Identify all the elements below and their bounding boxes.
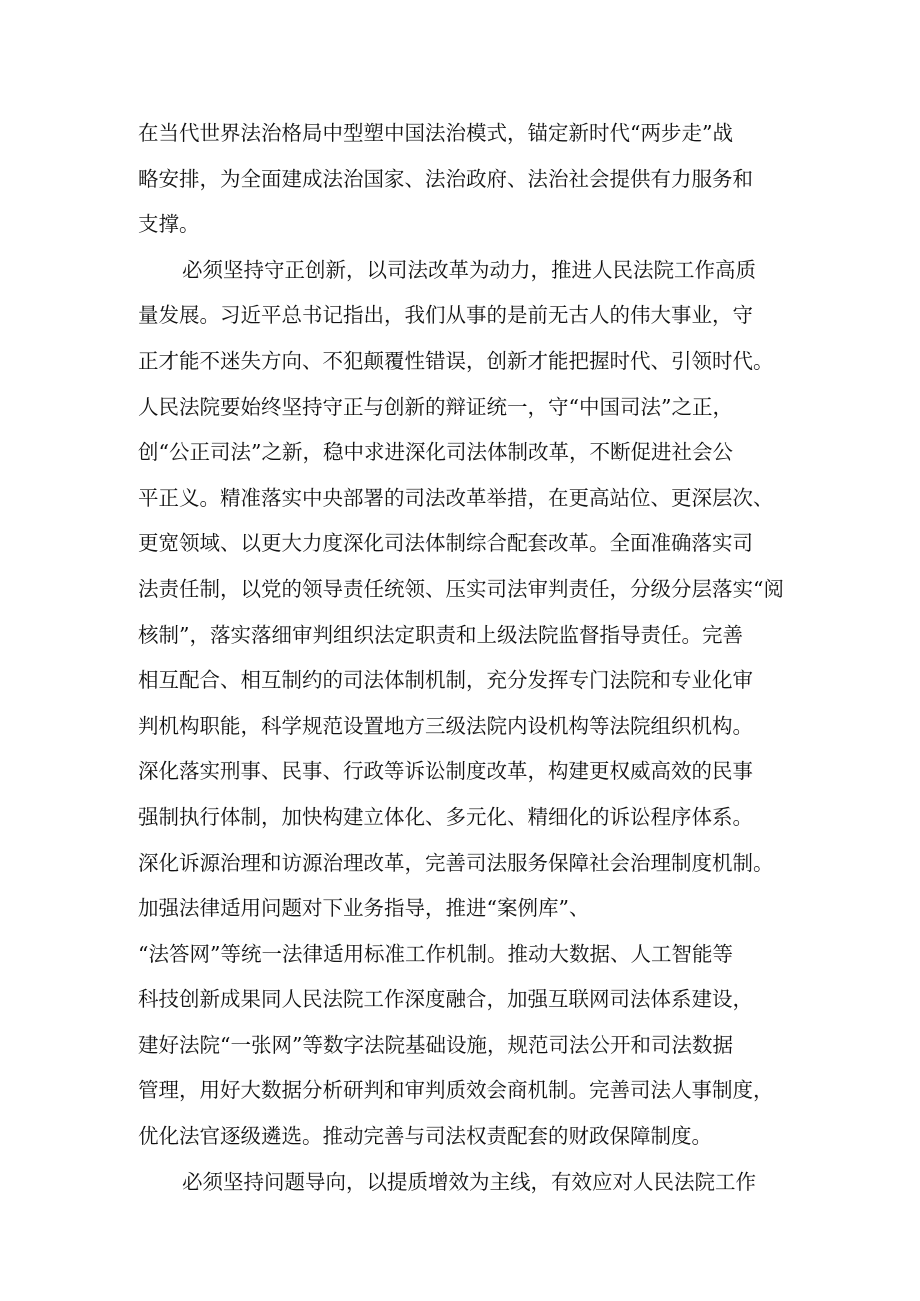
paragraph-first-line: 必须坚持问题导向，以提质增效为主线，有效应对人民法院工作 (182, 1169, 756, 1194)
text-line: 人民法院要始终坚持守正与创新的辩证统一，守“中国司法”之正， (138, 394, 733, 419)
text-line: 深化诉源治理和访源治理改革，完善司法服务保障社会治理制度机制。 (138, 850, 774, 875)
text-line: 深化落实刑事、民事、行政等诉讼制度改革，构建更权威高效的民事 (138, 759, 753, 784)
text-line: 判机构职能，科学规范设置地方三级法院内设机构等法院组织机构。 (138, 713, 753, 738)
text-line: 创“公正司法”之新，稳中求进深化司法体制改革，不断促进社会公 (138, 440, 733, 465)
text-line: 正才能不迷失方向、不犯颠覆性错误，创新才能把握时代、引领时代。 (138, 348, 774, 373)
text-line: 科技创新成果同人民法院工作深度融合，加强互联网司法体系建设， (138, 987, 753, 1012)
text-line: 核制”，落实落细审判组织法定职责和上级法院监督指导责任。完善 (138, 622, 743, 647)
text-line: 在当代世界法治格局中型塑中国法治模式，锚定新时代“两步走”战 (138, 121, 733, 145)
body-text (138, 111, 798, 1205)
text-line: 强制执行体制，加快构建立体化、多元化、精细化的诉讼程序体系。 (138, 804, 753, 829)
text-line: 略安排，为全面建成法治国家、法治政府、法治社会提供有力服务和 (138, 166, 753, 191)
text-line: 建好法院“一张网”等数字法院基础设施，规范司法公开和司法数据 (138, 1032, 733, 1057)
text-line: 支撑。 (138, 212, 200, 237)
text-line: 更宽领域、以更大力度深化司法体制综合配套改革。全面准确落实司 (138, 531, 753, 556)
text-line: 管理，用好大数据分析研判和审判质效会商机制。完善司法人事制度， (138, 1078, 774, 1103)
text-line: “法答网”等统一法律适用标准工作机制。推动大数据、人工智能等 (138, 941, 733, 966)
text-line: 量发展。习近平总书记指出，我们从事的是前无古人的伟大事业，守 (138, 303, 753, 328)
text-line: 法责任制，以党的领导责任统领、压实司法审判责任，分级分层落实“阅 (138, 576, 784, 601)
paragraph-first-line: 必须坚持守正创新，以司法改革为动力，推进人民法院工作高质 (182, 257, 756, 282)
text-line: 平正义。精准落实中央部署的司法改革举措，在更高站位、更深层次、 (138, 485, 774, 510)
text-line: 优化法官逐级遴选。推动完善与司法权责配套的财政保障制度。 (138, 1124, 712, 1149)
text-line: 加强法律适用问题对下业务指导，推进“案例库”、 (138, 896, 590, 921)
text-line: 相互配合、相互制约的司法体制机制，充分发挥专门法院和专业化审 (138, 668, 753, 693)
